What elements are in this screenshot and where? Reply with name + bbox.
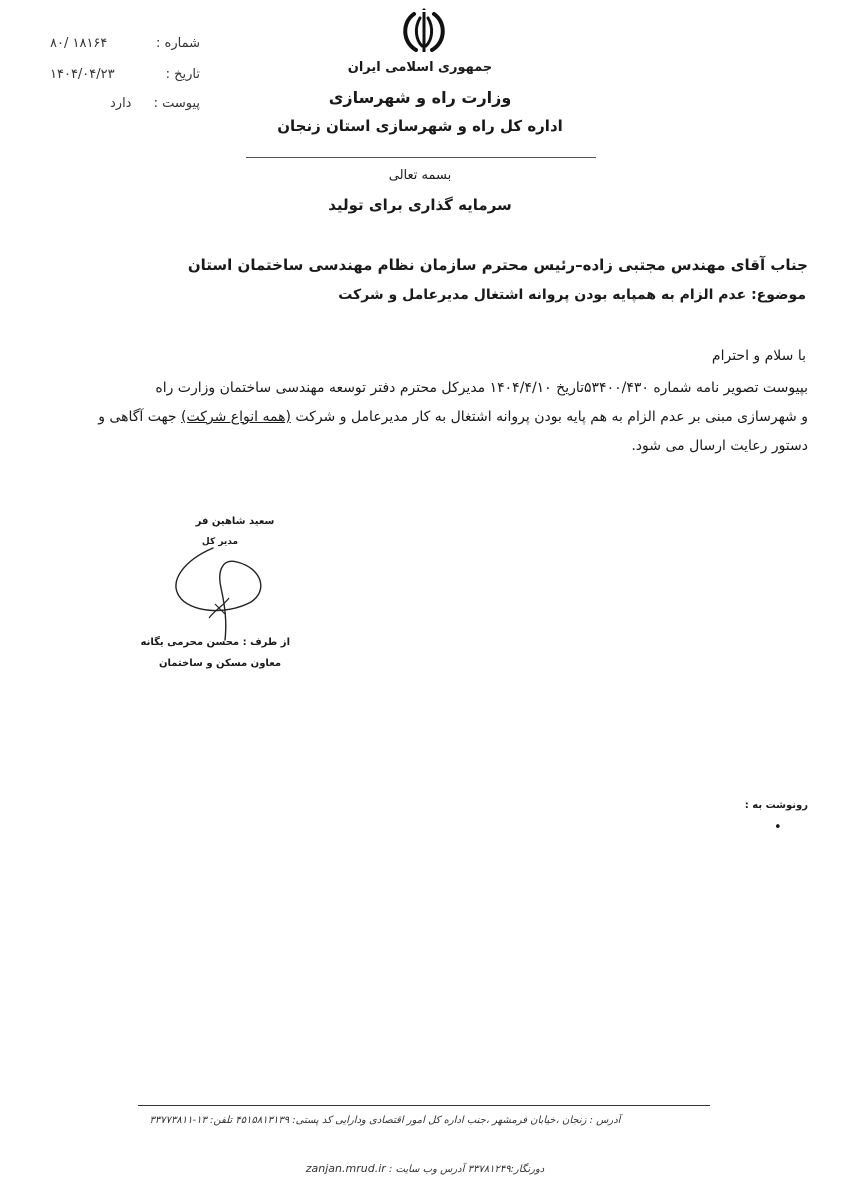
invocation: بسمه تعالی — [388, 168, 452, 183]
letter-date — [50, 67, 200, 89]
letter-attachment-label: پیوست : — [153, 96, 200, 111]
ministry-title: وزارت راه و شهرسازی — [328, 88, 512, 107]
body-line-3: دستور رعایت ارسال می شود. — [631, 438, 808, 454]
body-line-2 — [38, 403, 808, 432]
letter-number — [50, 36, 200, 58]
signer-title: مدیر کل — [201, 537, 239, 547]
letter-number-label: شماره : — [156, 36, 200, 51]
footer-contact — [300, 1162, 550, 1175]
footer-address: آدرس : زنجان ،خیابان فرمشهر ،جنب اداره کل امور اقتصادی ودارایی کد پستی: ۴۵۱۵۸۱۳۱۳۹ تلفن: ۱۳-۳۳۷۷۳۸۱۱ — [149, 1115, 621, 1126]
letter-body — [38, 374, 808, 461]
cc-bullet: • — [774, 820, 782, 835]
letter-attachment-value: دارد — [110, 96, 132, 111]
letter-date-label: تاریخ : — [165, 67, 200, 82]
letter-date-value: ۱۴۰۴/۰۴/۲۳ — [50, 67, 115, 82]
greeting: با سلام و احترام — [711, 348, 806, 364]
subject-line: موضوع: عدم الزام به همپایه بودن پروانه اشتغال مدیرعامل و شرکت — [338, 287, 806, 303]
on-behalf-line: از طرف : محسن محرمی یگانه — [140, 637, 290, 648]
body-line-2-start: و شهرسازی مبنی بر عدم الزام به هم پایه بودن پروانه اشتغال به کار مدیرعامل و شرکت — [295, 409, 808, 425]
recipient-line: جناب آقای مهندس مجتبی زاده–رئیس محترم سازمان نظام مهندسی ساختمان استان — [187, 256, 808, 274]
header-divider — [246, 157, 596, 158]
slogan: سرمایه گذاری برای تولید — [328, 196, 512, 214]
republic-title: جمهوری اسلامی ایران — [347, 60, 493, 75]
footer-divider — [138, 1105, 710, 1106]
all-company-types-note: (همه انواع شرکت) — [181, 409, 291, 425]
cc-label: رونوشت به : — [744, 800, 808, 811]
department-title: اداره کل راه و شهرسازی استان زنجان — [277, 117, 563, 135]
iran-emblem-icon — [396, 8, 452, 56]
footer-website-link[interactable]: zanjan.mrud.ir — [305, 1162, 386, 1175]
footer-fax-label: دورنگار:۳۳۷۸۱۲۴۹ آدرس وب سایت : — [388, 1164, 545, 1175]
letter-number-value: ۸۰/ ۱۸۱۶۴ — [50, 36, 108, 51]
deputy-title: معاون مسکن و ساختمان — [158, 658, 282, 669]
body-line-1: بپیوست تصویر نامه شماره ۵۳۴۰۰/۴۳۰تاریخ ۱۴۰۴/۴/۱۰ مدیرکل محترم دفتر توسعه مهندسی ساختمان وزارت راه — [155, 380, 808, 396]
body-line-2-end: جهت آگاهی و — [98, 409, 177, 425]
handwritten-signature — [165, 540, 275, 650]
signer-name: سعید شاهین فر — [195, 516, 275, 527]
letter-attachment — [50, 96, 200, 118]
